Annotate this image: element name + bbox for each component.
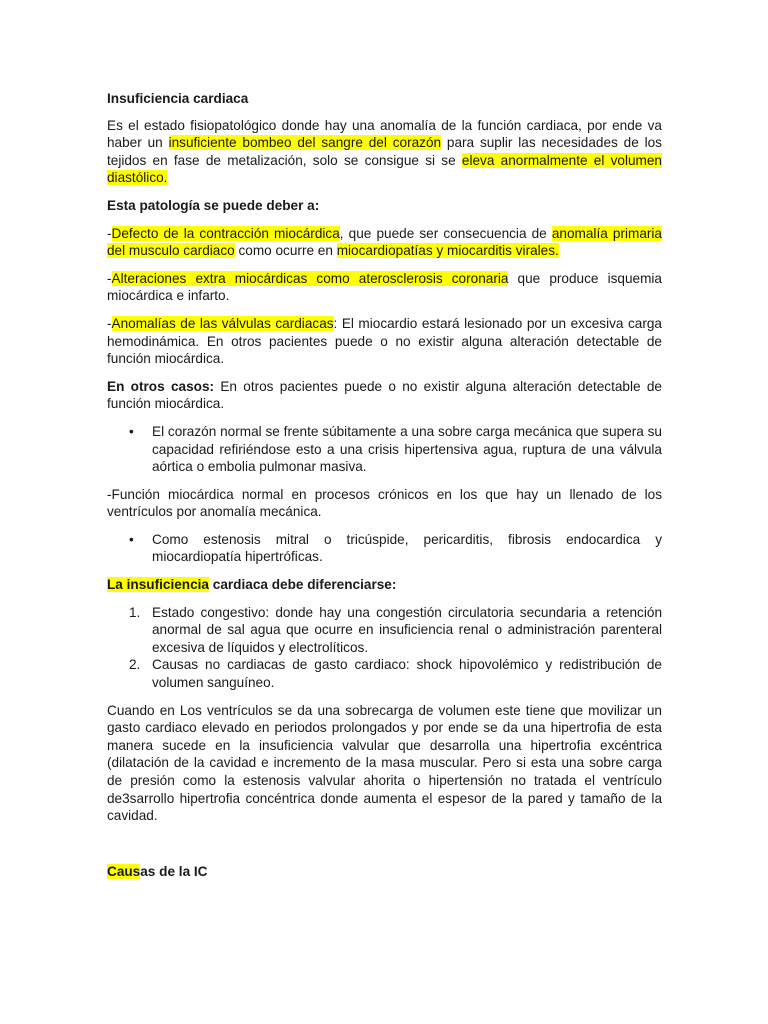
bullet-icon: • [129, 423, 134, 439]
highlight-valve-anomalies: Anomalías de las válvulas cardiacas [111, 315, 334, 331]
intro-paragraph [107, 117, 662, 187]
cause2-text-2: que produce isquemia miocárdica e infarto. [107, 270, 662, 304]
list-number: 2. [129, 657, 141, 673]
highlight-extra-myocardial: Alteraciones extra miocárdicas como aterosclerosis coronaria [111, 270, 509, 286]
final-heading-text: as de la IC [140, 863, 208, 879]
differentiate-heading [107, 576, 662, 594]
intro-text-2: para suplir las necesidades de los tejidos en fase de metalización, solo se consigue si se [107, 135, 662, 168]
closing-paragraph: Cuando en Los ventrículos se da una sobrecarga de volumen este tiene que movilizar un gasto cardiaco elevado en periodos prolongados y por ende se da una hipertrofia de esta manera sucede en la insuficiencia valvular que desarrolla una hipertrofia excéntrica (dilatación de la cavidad e incremento de la masa muscular. Pero si esta una sobre carga de presión como la estenosis valvular ahorita o hipertensión no tratada el ventrículo de3sarrollo hipertrofia concéntrica donde aumenta el espesor de la pared y tamaño de la cavidad. [107, 702, 662, 824]
list-item [107, 656, 662, 691]
other-cases-text: En otros pacientes puede o no existir alguna alteración detectable de función miocárdica. [107, 378, 662, 412]
cause-extra-myocardial [107, 270, 662, 305]
document-body [107, 90, 662, 890]
differentiate-text: cardiaca debe diferenciarse: [209, 577, 397, 593]
spacer [107, 835, 662, 863]
causes-heading: Esta patología se puede deber a: [107, 197, 320, 213]
document-title: Insuficiencia cardiaca [107, 91, 249, 106]
cause-contraction-defect [107, 225, 662, 260]
bullet-text: Como estenosis mitral o tricúspide, pericarditis, fibrosis endocardica y miocardiopatía hipertróficas. [152, 531, 662, 565]
bullet-list-2 [107, 531, 662, 566]
highlight-diastolic-volume: eleva anormalmente el volumen diastólico. [107, 152, 662, 186]
cause3-text-2: : El miocardio estará lesionado por un excesiva carga hemodinámica. En otros pacientes puede o no existir alguna alteración detectable de función miocárdica. [107, 315, 662, 367]
chronic-paragraph: -Función miocárdica normal en procesos crónicos en los que hay un llenado de los ventrículos por anomalía mecánica. [107, 486, 662, 520]
highlight-insuficiencia: La insuficiencia [107, 577, 209, 593]
list-item [107, 604, 662, 657]
highlight-caus: Caus [107, 863, 141, 879]
numbered-list [107, 604, 662, 692]
list-item [107, 423, 662, 476]
cause2-dash: - [107, 270, 112, 286]
list-item [107, 531, 662, 566]
other-cases-paragraph [107, 378, 662, 413]
highlight-myocardiopathies: miocardiopatías y miocarditis virales. [336, 243, 559, 259]
cause3-dash: - [107, 315, 112, 331]
bullet-icon: • [129, 531, 134, 547]
highlight-primary-anomaly: anomalía primaria del musculo cardiaco [107, 225, 662, 259]
other-cases-label: En otros casos: [107, 378, 215, 394]
list-number: 1. [129, 604, 141, 620]
intro-text-1: Es el estado fisiopatológico donde hay una anomalía de la función cardiaca, por ende va haber un [107, 117, 662, 151]
list-item-text: Causas no cardiacas de gasto cardiaco: shock hipovolémico y redistribución de volumen sanguíneo. [152, 657, 662, 691]
cause-valve-anomalies [107, 315, 662, 368]
final-heading [107, 863, 662, 881]
list-item-text: Estado congestivo: donde hay una congestión circulatoria secundaria a retención anormal de sal agua que ocurre en insuficiencia renal o administración parenteral excesiva de líquidos y electrolíticos. [152, 604, 662, 655]
highlight-contraction-defect: Defecto de la contracción miocárdica [111, 225, 340, 241]
cause1-dash: - [107, 225, 112, 241]
cause1-text-3: como ocurre en [234, 243, 337, 259]
bullet-list-1 [107, 423, 662, 476]
bullet-text: El corazón normal se frente súbitamente a una sobre carga mecánica que supera su capacidad refiriéndose esto a una crisis hipertensiva agua, ruptura de una válvula aórtica o embolia pulmonar masiva. [152, 423, 662, 475]
highlight-insufficient-pumping: insuficiente bombeo del sangre del corazón [168, 135, 442, 151]
cause1-text-2: , que puede ser consecuencia de [339, 225, 552, 241]
